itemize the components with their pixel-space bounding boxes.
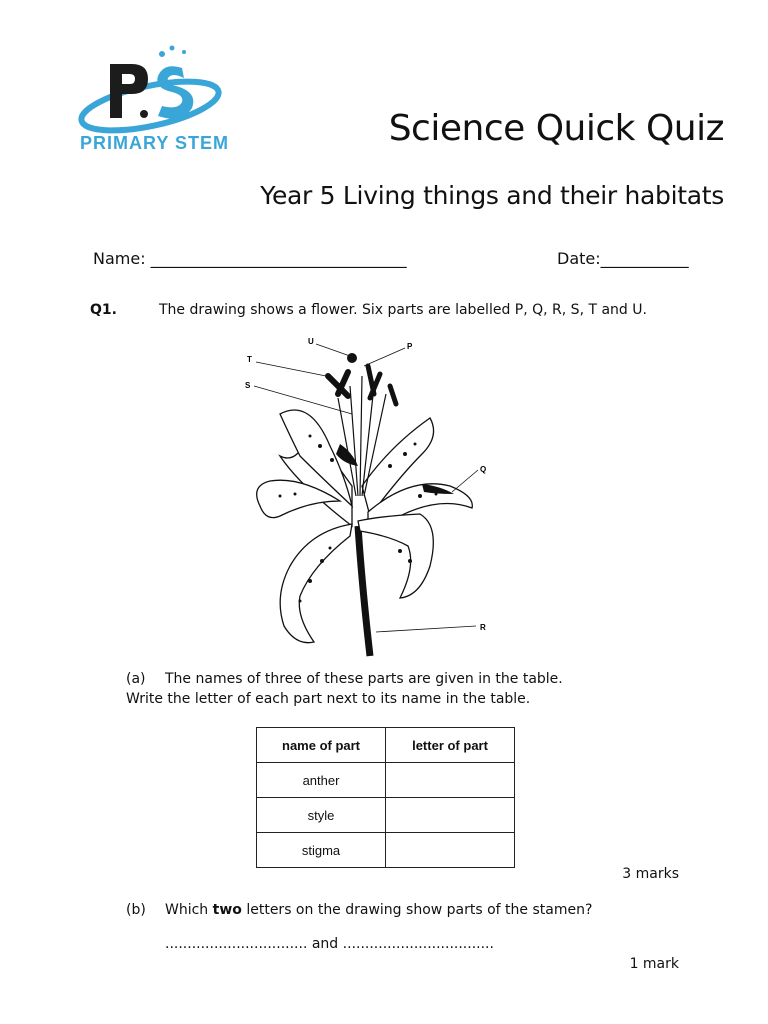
part-b-question (165, 902, 592, 918)
part-a-marks: 3 marks (622, 866, 679, 882)
part-a-instruction-1: The names of three of these parts are given in the table. (165, 671, 563, 687)
part-b-text-pre: Which (165, 902, 213, 918)
label-u: U (308, 337, 314, 346)
part-b-marks: 1 mark (629, 956, 679, 972)
part-name-cell: stigma (257, 833, 386, 868)
answer-cell[interactable] (386, 798, 515, 833)
part-a-instruction-2: Write the letter of each part next to its name in the table. (126, 691, 531, 707)
part-name-cell: style (257, 798, 386, 833)
name-field[interactable]: Name: ________________________________ (93, 249, 407, 268)
question-number: Q1. (90, 302, 117, 318)
date-field[interactable]: Date:___________ (557, 249, 689, 268)
label-q: Q (480, 465, 487, 474)
page-title: Science Quick Quiz (388, 108, 724, 149)
page-subtitle: Year 5 Living things and their habitats (260, 181, 724, 210)
label-p: P (407, 342, 413, 351)
part-b-text-bold: two (212, 902, 242, 918)
label-s: S (245, 381, 251, 390)
part-b-letter: (b) (126, 902, 146, 918)
flower-diagram (240, 336, 490, 658)
header-letter-of-part: letter of part (386, 728, 515, 763)
header-name-of-part: name of part (257, 728, 386, 763)
parts-table (256, 727, 515, 868)
label-t: T (247, 355, 252, 364)
logo-wordmark: PRIMARY STEM (80, 133, 230, 153)
part-b-text-post: letters on the drawing show parts of the stamen? (241, 902, 593, 918)
part-b-answer-line[interactable]: ................................ and .................................. (165, 936, 494, 952)
label-r: R (480, 623, 486, 632)
table-row (257, 763, 515, 798)
question-text: The drawing shows a flower. Six parts are labelled P, Q, R, S, T and U. (159, 302, 647, 318)
table-header-row (257, 728, 515, 763)
table-row (257, 833, 515, 868)
table-row (257, 798, 515, 833)
answer-cell[interactable] (386, 833, 515, 868)
part-a-letter: (a) (126, 671, 146, 687)
answer-cell[interactable] (386, 763, 515, 798)
part-name-cell: anther (257, 763, 386, 798)
